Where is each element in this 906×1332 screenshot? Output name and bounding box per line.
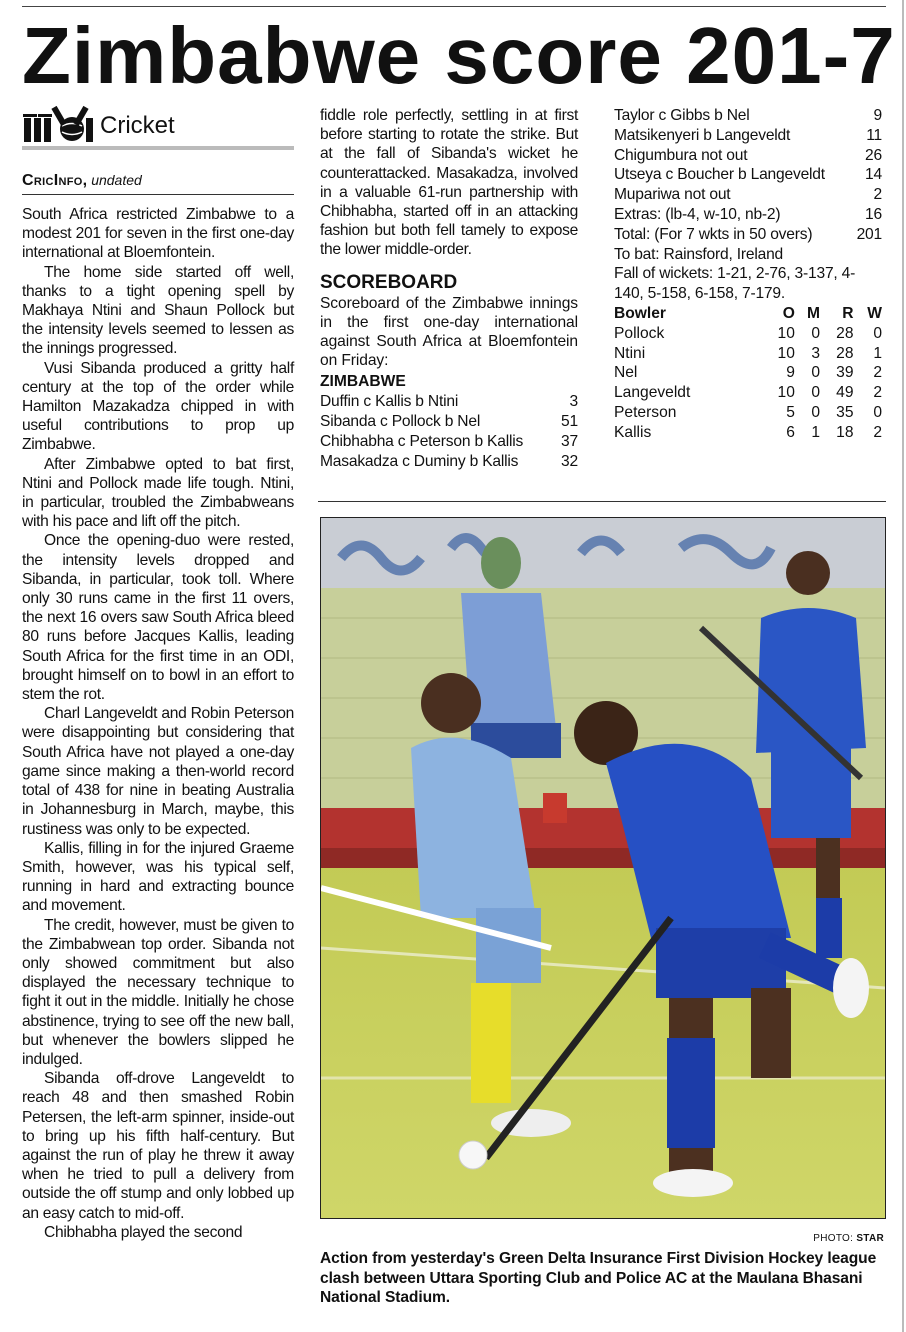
- story-column-2: [320, 106, 578, 472]
- story-body: [22, 205, 294, 1242]
- photo-credit-label: PHOTO:: [813, 1233, 854, 1244]
- scoreboard-intro: Scoreboard of the Zimbabwe innings in the first one-day international against South Africa at Bloemfontein on Friday:: [320, 294, 578, 370]
- paragraph: The credit, however, must be given to the Zimbabwean top order. Sibanda not only showed commitment but also displayed the necessary technique to fight it out in the middle. Initially he chose abstinence, trying to see off the new ball, but whenever the bowlers slipped he indulged.: [22, 916, 294, 1068]
- runs: 3: [569, 392, 578, 410]
- total-runs: 201: [856, 225, 882, 243]
- photo-credit-name: STAR: [856, 1233, 884, 1244]
- paragraph: Charl Langeveldt and Robin Peterson were disappointing but considering that South Africa have not played a one-day game since making a then-world record total of 438 for nine in beating Australia in Johannesburg in March, maybe, this rustiness was only to be expected.: [22, 705, 294, 838]
- team-name: ZIMBABWE: [320, 373, 406, 391]
- overs: 10: [777, 324, 795, 342]
- batsman: Chibhabha c Peterson b Kallis: [320, 432, 524, 450]
- runs: 39: [836, 364, 854, 382]
- maidens: 0: [811, 384, 821, 402]
- runs: 49: [836, 384, 854, 402]
- batting-row: [320, 392, 578, 412]
- batsman: Chigumbura not out: [614, 146, 748, 164]
- bowler-col-header: Bowler: [614, 304, 666, 322]
- maidens: 0: [811, 403, 821, 421]
- hockey-scene-image: [321, 518, 885, 1218]
- story-column-1: [22, 104, 294, 1242]
- total-row: [614, 225, 882, 245]
- batting-row: [614, 126, 882, 146]
- paragraph: Chibhabha played the second: [44, 1223, 243, 1241]
- batting-row: [614, 106, 882, 126]
- overs: 5: [786, 403, 795, 421]
- maidens-col-header: M: [807, 304, 821, 322]
- byline: [22, 172, 294, 195]
- extras-row: [614, 205, 882, 225]
- wickets: 1: [873, 344, 882, 362]
- extras-runs: 16: [865, 205, 882, 223]
- bowling-table: [614, 304, 882, 443]
- runs: 28: [836, 344, 854, 362]
- runs: 9: [873, 107, 882, 124]
- batting-row: [614, 146, 882, 166]
- scoreboard-heading: SCOREBOARD: [320, 271, 458, 293]
- hockey-photo: [320, 517, 886, 1219]
- maidens: 0: [811, 324, 821, 342]
- photo-credit: [813, 1233, 884, 1244]
- runs: 18: [836, 423, 854, 441]
- batsman: Mupariwa not out: [614, 186, 731, 204]
- runs: 11: [866, 126, 882, 144]
- bowler: Ntini: [614, 344, 646, 362]
- cricket-icon: [22, 104, 96, 149]
- overs: 10: [777, 384, 795, 402]
- bowler: Kallis: [614, 423, 652, 441]
- wickets: 2: [873, 384, 882, 402]
- runs: 35: [836, 403, 854, 421]
- bowler: Pollock: [614, 324, 665, 342]
- table-row: [614, 363, 882, 383]
- runs-col-header: R: [842, 304, 854, 322]
- bowler: Peterson: [614, 403, 677, 421]
- maidens: 0: [811, 364, 821, 382]
- extras-label: Extras: (lb-4, w-10, nb-2): [614, 205, 781, 223]
- scoreboard-column: [614, 106, 882, 443]
- page-edge-rule: [902, 0, 904, 1332]
- runs: 26: [865, 146, 882, 164]
- maidens: 3: [811, 344, 821, 362]
- overs-col-header: O: [782, 304, 795, 322]
- section-label: Cricket: [100, 112, 175, 139]
- section-divider: [318, 501, 886, 502]
- overs: 9: [786, 364, 795, 382]
- batting-row: [614, 185, 882, 205]
- runs: 32: [561, 452, 578, 470]
- bowling-header-row: [614, 304, 882, 324]
- story-continuation: [320, 106, 578, 260]
- batsman: Taylor c Gibbs b Nel: [614, 107, 750, 124]
- wickets: 0: [873, 403, 882, 421]
- section-kicker: [22, 104, 294, 148]
- paragraph: Sibanda off-drove Langeveldt to reach 48 and then smashed Robin Petersen, the left-arm spinner, inside-out to bring up his fifth half-century. But against the run of play he threw it away when he tried to pull a delivery from outside the off stump and only lobbed up an easy catch to mid-off.: [22, 1070, 294, 1222]
- paragraph: The home side started off well, thanks to a tight opening spell by Makhaya Ntini and Shaun Pollock but the intensity levels seemed to lessen as the innings progressed.: [22, 263, 294, 358]
- to-bat: To bat: Rainsford, Ireland: [614, 245, 784, 263]
- runs: 51: [561, 412, 578, 430]
- batting-row: [614, 165, 882, 185]
- batting-row: [320, 432, 578, 452]
- wickets: 2: [873, 423, 882, 441]
- overs: 6: [786, 423, 795, 441]
- total-label: Total: (For 7 wkts in 50 overs): [614, 225, 813, 243]
- fall-of-wickets: Fall of wickets: 1-21, 2-76, 3-137, 4-140, 5-158, 6-158, 7-179.: [614, 265, 856, 303]
- paragraph: fiddle role perfectly, settling in at first before starting to rotate the strike. But at the fall of Sibanda's wicket he counterattacked. Masakadza, involved in a valuable 61-run partnership with Chibhabha, started off in an attacking fashion but both fell tamely to expose the lower middle-order.: [320, 107, 578, 259]
- runs: 37: [561, 432, 578, 450]
- wickets: 2: [873, 364, 882, 382]
- overs: 10: [777, 344, 795, 362]
- batsman: Matsikenyeri b Langeveldt: [614, 126, 791, 144]
- batting-row: [320, 412, 578, 432]
- runs: 14: [865, 166, 882, 184]
- table-row: [614, 344, 882, 364]
- headline: Zimbabwe score 201-7: [22, 11, 896, 100]
- batsman: Duffin c Kallis b Ntini: [320, 392, 459, 410]
- maidens: 1: [811, 423, 821, 441]
- table-row: [614, 403, 882, 423]
- batsman: Masakadza c Duminy b Kallis: [320, 452, 519, 470]
- bowler: Nel: [614, 364, 638, 382]
- top-rule: [22, 6, 886, 7]
- table-row: [614, 324, 882, 344]
- table-row: [614, 423, 882, 443]
- paragraph: Kallis, filling in for the injured Graeme Smith, however, was his typical self, running in hard and extracting bounce and movement.: [22, 839, 294, 915]
- paragraph: Once the opening-duo were rested, the intensity levels dropped and Sibanda, in particular, took toll. Where only 30 runs came in the first 11 overs, the next 16 overs saw South Africa bleed 80 runs before Jacques Kallis, leading South Africa for the first time in an ODI, brought himself on to bowl in an effort to stem the rot.: [22, 532, 294, 704]
- byline-source: CricInfo,: [22, 172, 88, 189]
- paragraph: After Zimbabwe opted to bat first, Ntini and Pollock made life tough. Ntini, in particular, troubled the Zimbabweans with his pace and lift off the pitch.: [22, 455, 294, 531]
- byline-date: undated: [91, 172, 142, 188]
- table-row: [614, 383, 882, 403]
- batsman: Utseya c Boucher b Langeveldt: [614, 166, 825, 184]
- batting-row: [320, 452, 578, 472]
- photo-caption: Action from yesterday's Green Delta Insurance First Division Hockey league clash between Uttara Sporting Club and Police AC at the Maulana Bhasani National Stadium.: [320, 1250, 877, 1307]
- runs: 28: [836, 324, 854, 342]
- batsman: Sibanda c Pollock b Nel: [320, 412, 481, 430]
- paragraph: Vusi Sibanda produced a gritty half century at the top of the order while Hamilton Mazakadza chipped in with useful contributions to prop up Zimbabwe.: [22, 359, 294, 454]
- runs: 2: [873, 186, 882, 204]
- bowler: Langeveldt: [614, 384, 691, 402]
- wickets: 0: [873, 324, 882, 342]
- paragraph: South Africa restricted Zimbabwe to a modest 201 for seven in the first one-day international at Bloemfontein.: [22, 206, 294, 262]
- wickets-col-header: W: [867, 304, 882, 322]
